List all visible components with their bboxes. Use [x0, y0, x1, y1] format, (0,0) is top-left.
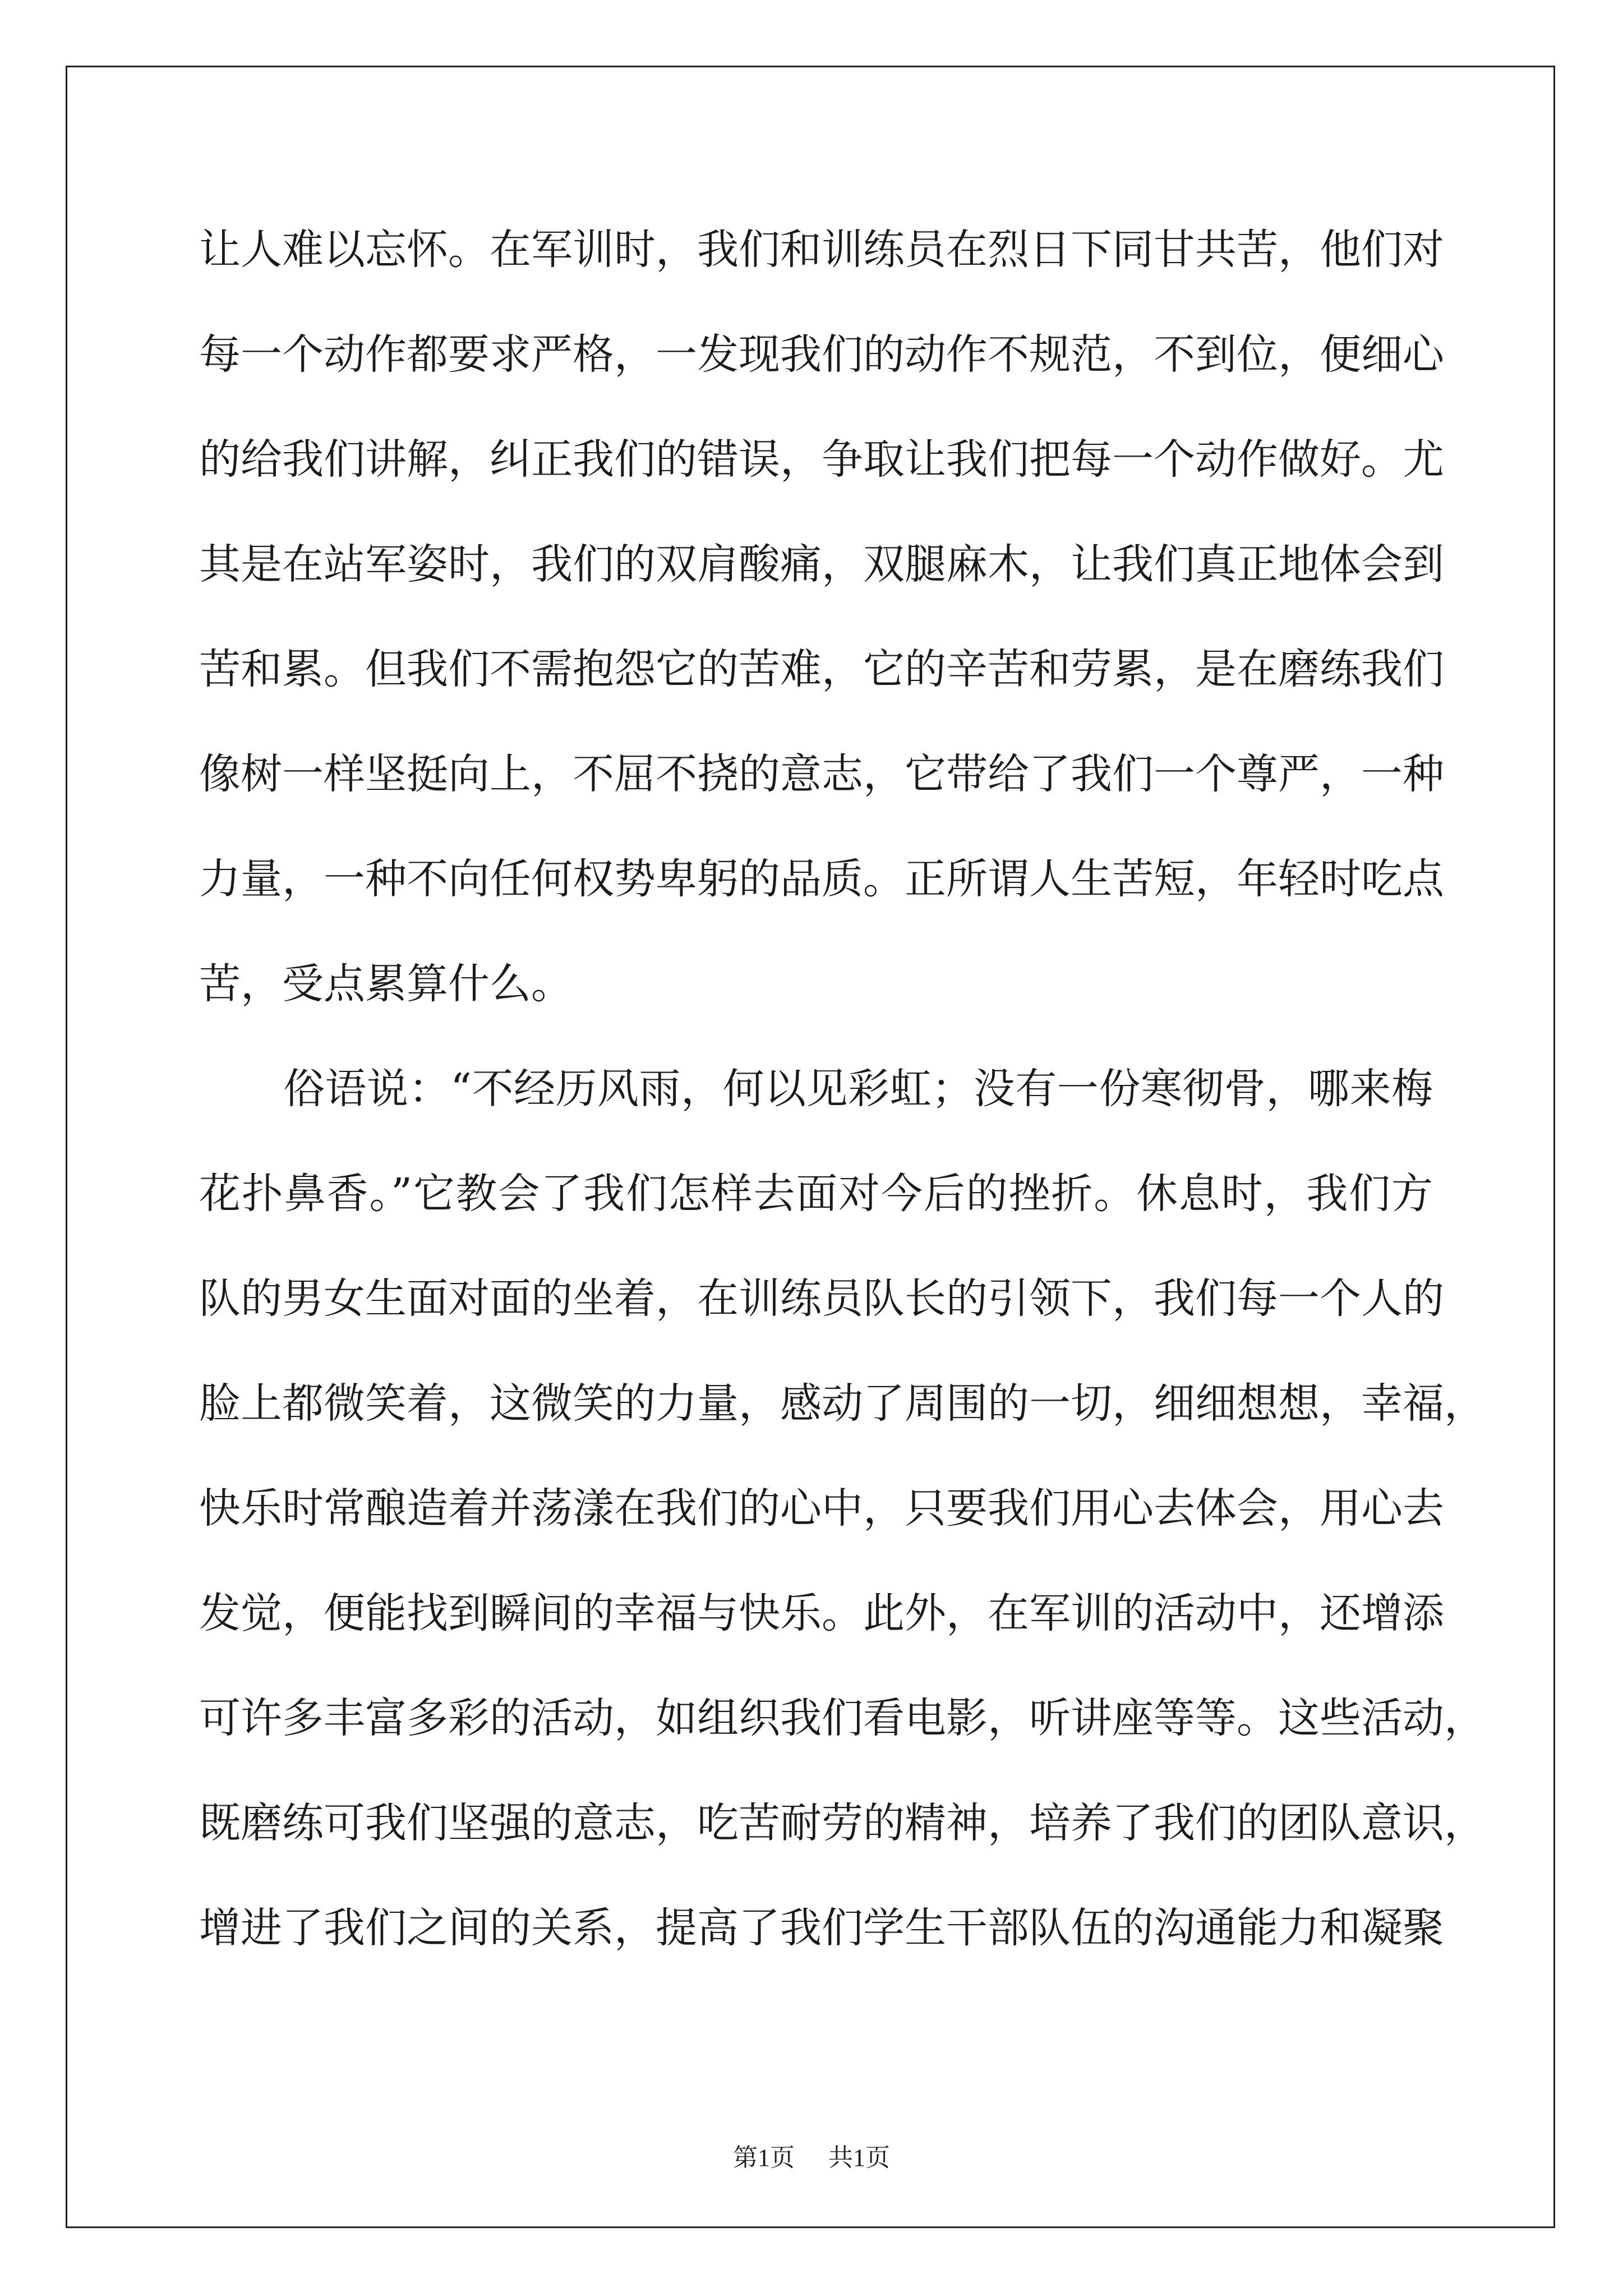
text-line: 像树一样坚挺向上，不屈不挠的意志，它带给了我们一个尊严，一种: [199, 750, 1444, 798]
text-line: 既磨练可我们坚强的意志，吃苦耐劳的精神，培养了我们的团队意识，: [199, 1799, 1486, 1847]
text-line: 可许多丰富多彩的活动，如组织我们看电影，听讲座等等。这些活动，: [199, 1694, 1486, 1742]
text-line: 每一个动作都要求严格，一发现我们的动作不规范，不到位，便细心: [199, 330, 1444, 379]
text-line: 的给我们讲解，纠正我们的错误，争取让我们把每一个动作做好。尤: [199, 435, 1444, 484]
text-line: 脸上都微笑着，这微笑的力量，感动了周围的一切，细细想想，幸福，: [199, 1379, 1486, 1428]
page-footer: [0, 2137, 1623, 2173]
page-number: 第1页: [733, 2144, 795, 2171]
text-line: 让人难以忘怀。在军训时，我们和训练员在烈日下同甘共苦，他们对: [199, 226, 1444, 274]
document-body: [199, 219, 1486, 2002]
text-line: 快乐时常酿造着并荡漾在我们的心中，只要我们用心去体会，用心去: [199, 1484, 1444, 1533]
text-line: 苦，受点累算什么。: [199, 960, 573, 1008]
paragraph-start-line: 俗语说：“不经历风雨，何以见彩虹；没有一份寒彻骨，哪来梅: [283, 1065, 1433, 1113]
text-line: 队的男女生面对面的坐着，在训练员队长的引领下，我们每一个人的: [199, 1274, 1444, 1323]
text-line: 增进了我们之间的关系，提高了我们学生干部队伍的沟通能力和凝聚: [199, 1904, 1444, 1952]
text-line: 力量，一种不向任何权势卑躬的品质。正所谓人生苦短，年轻时吃点: [199, 855, 1444, 903]
text-line: 发觉，便能找到瞬间的幸福与快乐。此外，在军训的活动中，还增添: [199, 1589, 1444, 1637]
page-total: 共1页: [828, 2144, 890, 2171]
text-line: 其是在站军姿时，我们的双肩酸痛，双腿麻木，让我们真正地体会到: [199, 540, 1444, 588]
text-line: 花扑鼻香。”它教会了我们怎样去面对今后的挫折。休息时，我们方: [199, 1170, 1433, 1218]
text-line: 苦和累。但我们不需抱怨它的苦难，它的辛苦和劳累，是在磨练我们: [199, 645, 1444, 693]
